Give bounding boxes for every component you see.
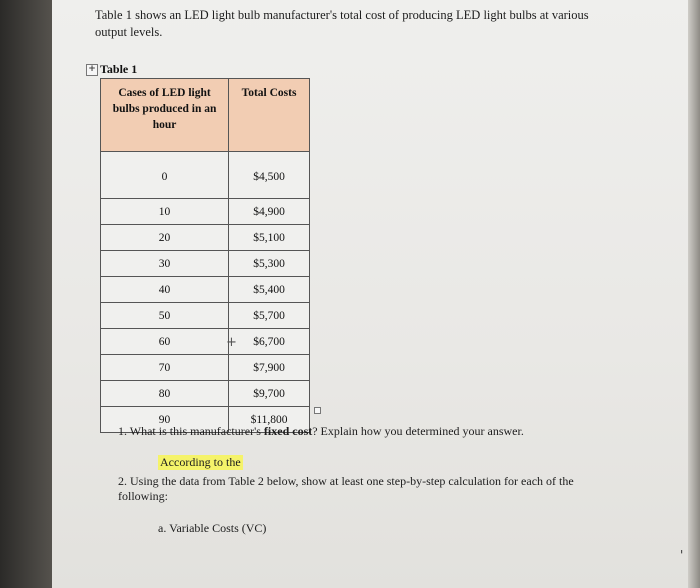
intro-text: Table 1 shows an LED light bulb manufacturer's total cost of producing LED light bulbs at various output levels. <box>95 8 589 39</box>
cases-cell[interactable]: 80 <box>101 381 229 407</box>
table-row <box>101 277 310 303</box>
cases-cell[interactable]: 50 <box>101 303 229 329</box>
cases-cell[interactable]: 40 <box>101 277 229 303</box>
cost-cell[interactable]: $5,400 <box>229 277 310 303</box>
background-left <box>0 0 52 588</box>
cost-cell[interactable]: $5,100 <box>229 225 310 251</box>
background-right <box>688 0 700 588</box>
cases-cell[interactable]: 30 <box>101 251 229 277</box>
header-total-costs: Total Costs <box>229 79 310 152</box>
table-row <box>101 152 310 199</box>
cases-cell[interactable]: 10 <box>101 199 229 225</box>
question-1-prefix: 1. What is this manufacturer's <box>118 424 264 438</box>
table-row <box>101 251 310 277</box>
cases-cell[interactable]: 70 <box>101 355 229 381</box>
cost-cell[interactable]: $4,500 <box>229 152 310 199</box>
table-row <box>101 355 310 381</box>
cursor-crosshair-icon: + <box>226 335 237 350</box>
cost-cell[interactable]: $7,900 <box>229 355 310 381</box>
cost-cell[interactable]: $4,900 <box>229 199 310 225</box>
cost-cell[interactable]: $5,300 <box>229 251 310 277</box>
cost-cell[interactable]: $11,800 <box>229 407 310 433</box>
cases-cell[interactable]: 90 <box>101 407 229 433</box>
cases-cell[interactable]: 20 <box>101 225 229 251</box>
question-1 <box>118 424 524 439</box>
cases-cell[interactable]: 60 <box>101 329 229 355</box>
cost-cell[interactable]: $6,700 <box>229 329 310 355</box>
question-2a: a. Variable Costs (VC) <box>158 521 267 535</box>
table-row <box>101 381 310 407</box>
cost-cell[interactable]: $5,700 <box>229 303 310 329</box>
table-row <box>101 329 310 355</box>
table-row <box>101 225 310 251</box>
cost-table <box>100 78 310 433</box>
table-header-row <box>101 79 310 152</box>
header-cases: Cases of LED light bulbs produced in an hour <box>101 79 229 152</box>
question-2: 2. Using the data from Table 2 below, show at least one step-by-step calculation for each of the following: <box>118 474 574 503</box>
question-1-suffix: ? Explain how you determined your answer. <box>312 424 524 438</box>
table-row <box>101 303 310 329</box>
cases-cell[interactable]: 0 <box>101 152 229 199</box>
table-caption <box>86 62 137 77</box>
table-resize-handle[interactable] <box>314 407 321 414</box>
table-move-handle-icon[interactable]: + <box>86 64 98 76</box>
table-caption-label: Table 1 <box>100 62 138 76</box>
edge-mark: ' <box>680 548 684 562</box>
table-row <box>101 199 310 225</box>
cost-cell[interactable]: $9,700 <box>229 381 310 407</box>
answer-text-highlighted[interactable]: According to the <box>160 455 241 469</box>
question-1-bold: fixed cost <box>263 424 313 438</box>
